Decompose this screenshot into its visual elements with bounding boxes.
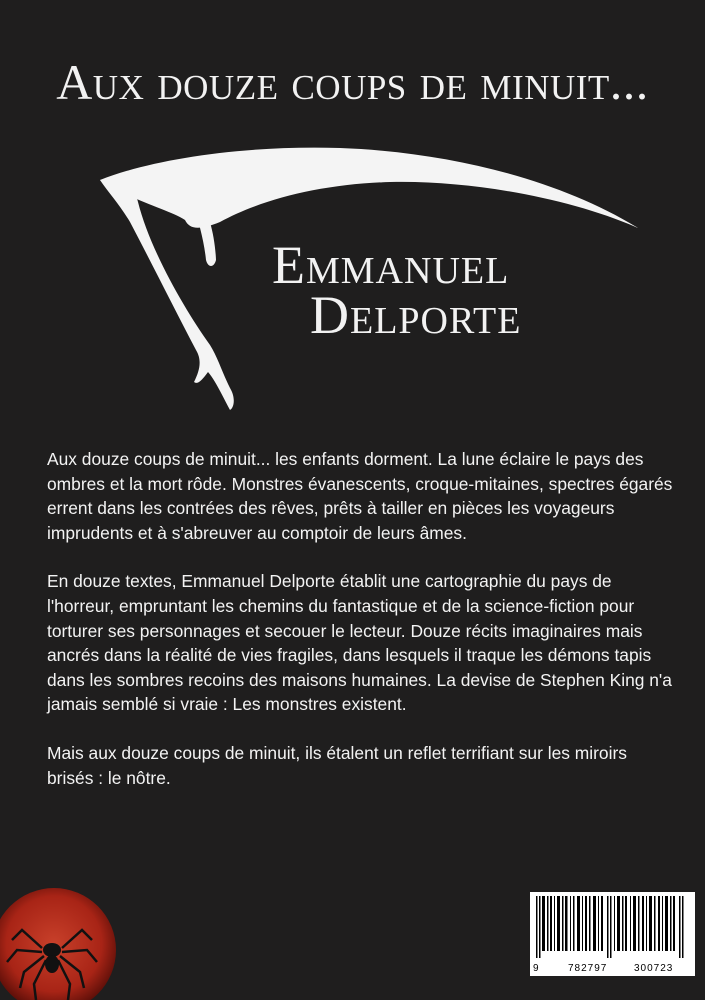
- author-first-name: Emmanuel: [272, 235, 510, 295]
- barcode-lead-digit: 9: [533, 963, 539, 974]
- spider-moon-logo: [0, 880, 127, 1000]
- blurb: [47, 447, 677, 814]
- blurb-paragraph: Mais aux douze coups de minuit, ils étalent un reflet terrifiant sur les miroirs brisés : le nôtre.: [47, 742, 627, 788]
- author-last-name: Delporte: [310, 285, 522, 345]
- book-title: Aux douze coups de minuit...: [56, 54, 649, 110]
- blurb-paragraph: Aux douze coups de minuit... les enfants dorment. La lune éclaire le pays des ombres et la mort rôde. Monstres évanescents, croque-mitaines, spectres égarés errent dans les contrées des rêves, prêts à tailler en pièces les voyageurs imprudents et à s'abreuver au comptoir de leurs âmes.: [47, 449, 673, 543]
- author-name: [272, 235, 572, 345]
- barcode-bars: [536, 896, 689, 958]
- isbn-barcode: [530, 892, 695, 976]
- barcode-group-1: 782797: [568, 963, 608, 974]
- blurb-paragraph: En douze textes, Emmanuel Delporte établit une cartographie du pays de l'horreur, empruntant les chemins du fantastique et de la science-fiction pour torturer ses personnages et secouer le lecteur. Douze récits imaginaires mais ancrés dans la réalité de vies fragiles, dans lesquels il traque les démons tapis dans les sombres recoins des maisons humaines. La devise de Stephen King n'a jamais semblé si vraie : Les monstres existent.: [47, 571, 672, 715]
- barcode-group-2: 300723: [634, 963, 674, 974]
